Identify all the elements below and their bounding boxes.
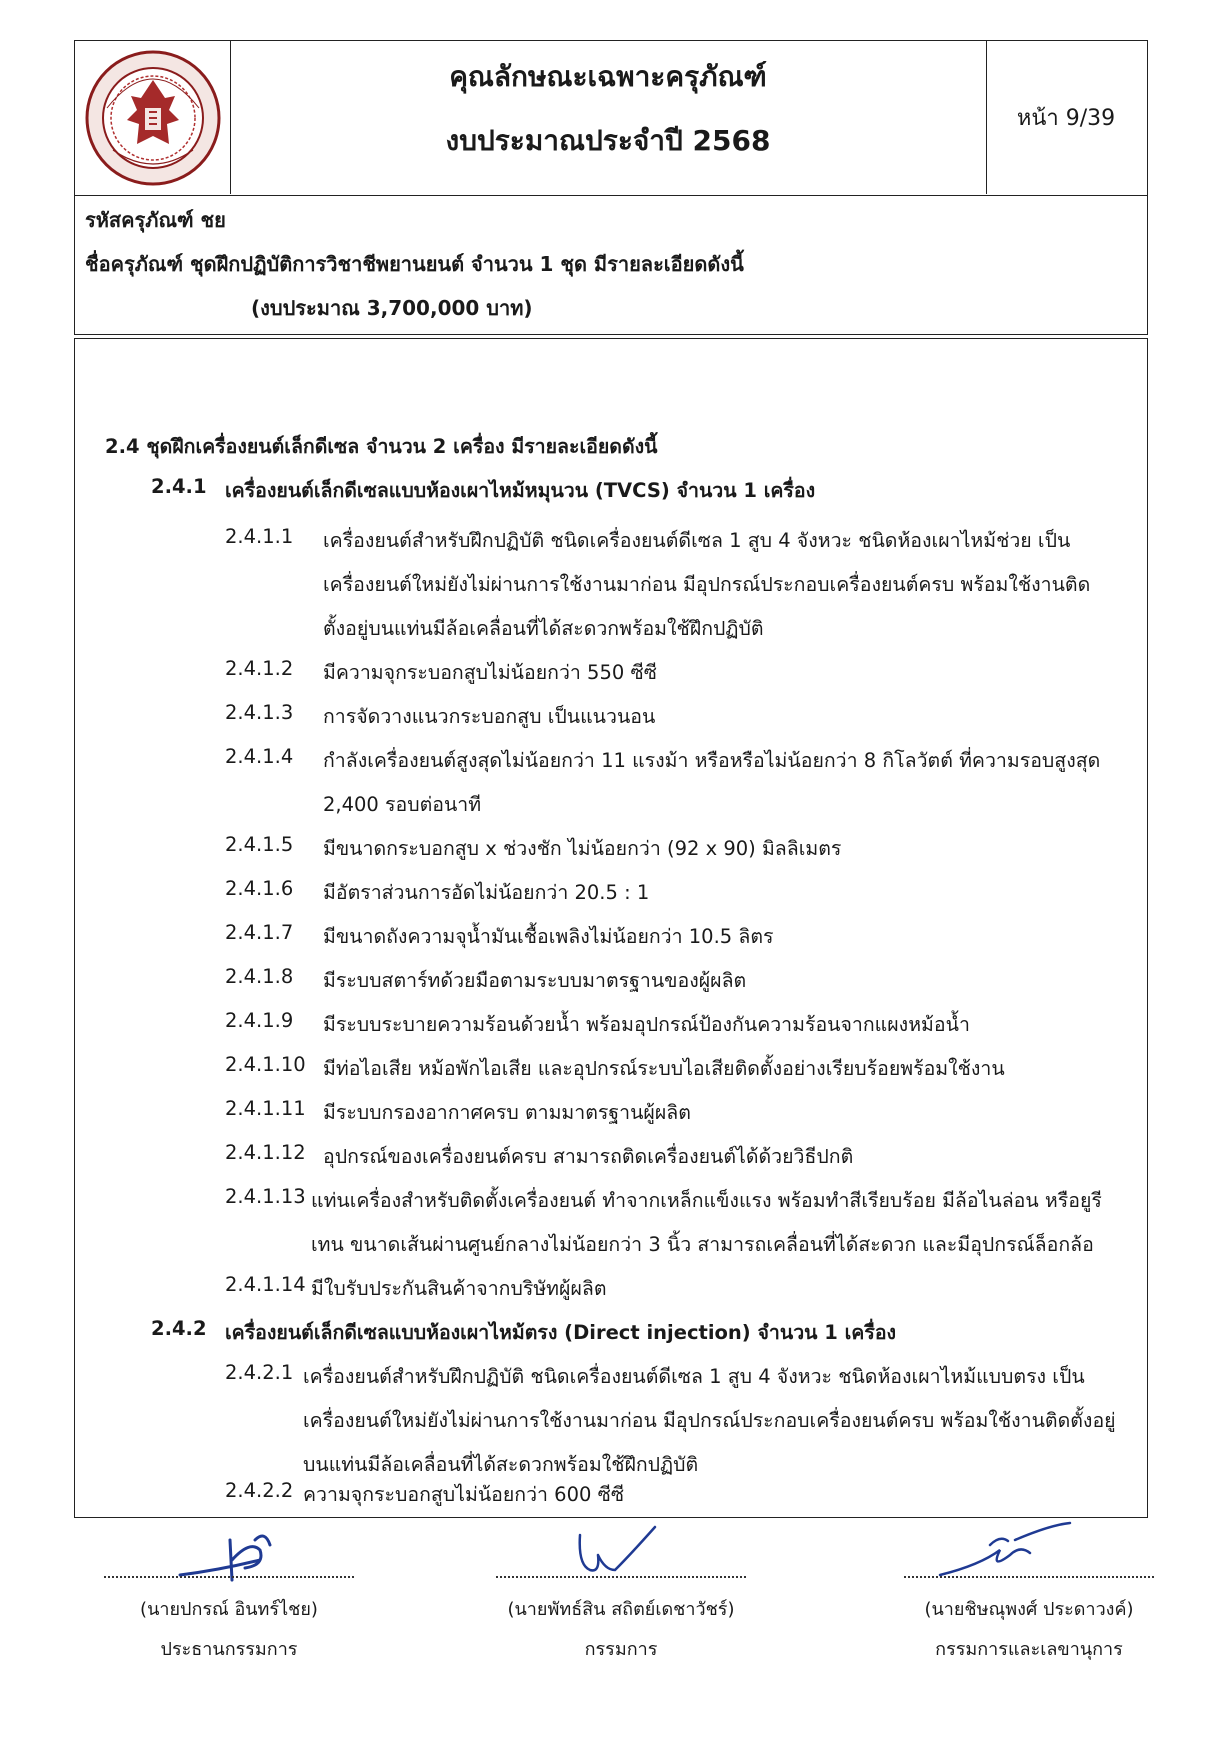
item-number: 2.4.1.4 bbox=[225, 745, 294, 768]
header-table bbox=[74, 40, 1148, 196]
signatory-1-name: (นายปกรณ์ อินทร์ไชย) bbox=[140, 1599, 318, 1620]
item-code: รหัสครุภัณฑ์ ชย bbox=[85, 208, 226, 232]
page-cell bbox=[986, 41, 1146, 194]
budget-year-title: งบประมาณประจำปี 2568 bbox=[445, 124, 771, 157]
item-number: 2.4.1.6 bbox=[225, 877, 294, 900]
item-number: 2.4.1.2 bbox=[225, 657, 294, 680]
signatory-2-name: (นายพัทธ์สิน สถิตย์เดชาวัชร์) bbox=[507, 1599, 735, 1620]
signatory-2-role: กรรมการ bbox=[584, 1639, 658, 1660]
section-2-4-1-number: 2.4.1 bbox=[151, 475, 207, 498]
item-text: อุปกรณ์ของเครื่องยนต์ครบ สามารถติดเครื่องยนต์ได้ด้วยวิธีปกติ bbox=[323, 1145, 854, 1168]
item-text: บนแท่นมีล้อเคลื่อนที่ได้สะดวกพร้อมใช้ฝึกปฏิบัติ bbox=[303, 1453, 699, 1476]
item-number: 2.4.1.1 bbox=[225, 525, 294, 548]
item-number: 2.4.2.1 bbox=[225, 1361, 294, 1384]
signature-3-handwriting bbox=[920, 1515, 1080, 1590]
item-number: 2.4.1.3 bbox=[225, 701, 294, 724]
signatory-3-name: (นายชิษณุพงศ์ ประดาวงค์) bbox=[924, 1599, 1134, 1620]
item-text: มีท่อไอเสีย หม้อพักไอเสีย และอุปกรณ์ระบบไอเสียติดตั้งอย่างเรียบร้อยพร้อมใช้งาน bbox=[323, 1057, 1005, 1080]
signature-1-handwriting bbox=[170, 1520, 320, 1590]
item-number: 2.4.1.8 bbox=[225, 965, 294, 988]
item-number: 2.4.1.11 bbox=[225, 1097, 306, 1120]
vec-emblem-logo bbox=[83, 48, 223, 188]
item-text: เครื่องยนต์สำหรับฝึกปฏิบัติ ชนิดเครื่องยนต์ดีเซล 1 สูบ 4 จังหวะ ชนิดห้องเผาไหม้ช่วย เป็น bbox=[323, 529, 1071, 552]
section-2-4-2-heading: เครื่องยนต์เล็กดีเซลแบบห้องเผาไหม้ตรง (Direct injection) จำนวน 1 เครื่อง bbox=[225, 1321, 897, 1344]
title-cell bbox=[230, 41, 987, 194]
item-name: ชื่อครุภัณฑ์ ชุดฝึกปฏิบัติการวิชาชีพยานยนต์ จำนวน 1 ชุด มีรายละเอียดดังนี้ bbox=[85, 252, 744, 276]
item-number: 2.4.1.7 bbox=[225, 921, 294, 944]
section-2-4-heading: 2.4 ชุดฝึกเครื่องยนต์เล็กดีเซล จำนวน 2 เครื่อง มีรายละเอียดดังนี้ bbox=[105, 435, 658, 458]
item-info-box bbox=[74, 195, 1148, 335]
signatory-3-role: กรรมการและเลขานุการ bbox=[935, 1639, 1123, 1660]
item-text: เทน ขนาดเส้นผ่านศูนย์กลางไม่น้อยกว่า 3 นิ้ว สามารถเคลื่อนที่ได้สะดวก และมีอุปกรณ์ล็อกล้อ bbox=[311, 1233, 1094, 1256]
item-number: 2.4.1.13 bbox=[225, 1185, 306, 1208]
item-budget: (งบประมาณ 3,700,000 บาท) bbox=[251, 296, 533, 320]
item-number: 2.4.1.9 bbox=[225, 1009, 294, 1032]
item-text: มีระบบกรองอากาศครบ ตามมาตรฐานผู้ผลิต bbox=[323, 1101, 691, 1124]
item-text: มีระบบสตาร์ทด้วยมือตามระบบมาตรฐานของผู้ผลิต bbox=[323, 969, 747, 992]
signature-2-handwriting bbox=[560, 1515, 670, 1585]
item-number: 2.4.1.14 bbox=[225, 1273, 306, 1296]
signature-line bbox=[496, 1576, 746, 1578]
item-text: กำลังเครื่องยนต์สูงสุดไม่น้อยกว่า 11 แรงม้า หรือหรือไม่น้อยกว่า 8 กิโลวัตต์ ที่ความรอบสูงสุด bbox=[323, 749, 1101, 772]
item-number: 2.4.1.12 bbox=[225, 1141, 306, 1164]
item-text: มีใบรับประกันสินค้าจากบริษัทผู้ผลิต bbox=[311, 1277, 607, 1300]
item-number: 2.4.2.2 bbox=[225, 1479, 294, 1502]
item-text: มีขนาดกระบอกสูบ x ช่วงชัก ไม่น้อยกว่า (92 x 90) มิลลิเมตร bbox=[323, 837, 842, 860]
page-number: หน้า 9/39 bbox=[1016, 106, 1116, 131]
item-text: ความจุกระบอกสูบไม่น้อยกว่า 600 ซีซี bbox=[303, 1483, 625, 1506]
signature-line bbox=[904, 1576, 1154, 1578]
document-title: คุณลักษณะเฉพาะครุภัณฑ์ bbox=[449, 60, 767, 93]
item-text: เครื่องยนต์ใหม่ยังไม่ผ่านการใช้งานมาก่อน มีอุปกรณ์ประกอบเครื่องยนต์ครบ พร้อมใช้งานติด bbox=[323, 573, 1091, 596]
item-text: มีระบบระบายความร้อนด้วยน้ำ พร้อมอุปกรณ์ป้องกันความร้อนจากแผงหม้อน้ำ bbox=[323, 1013, 970, 1036]
item-text: เครื่องยนต์สำหรับฝึกปฏิบัติ ชนิดเครื่องยนต์ดีเซล 1 สูบ 4 จังหวะ ชนิดห้องเผาไหม้แบบตรง เป็น bbox=[303, 1365, 1085, 1388]
section-2-4-1-heading: เครื่องยนต์เล็กดีเซลแบบห้องเผาไหม้หมุนวน (TVCS) จำนวน 1 เครื่อง bbox=[225, 479, 816, 502]
item-number: 2.4.1.10 bbox=[225, 1053, 306, 1076]
item-text: ตั้งอยู่บนแท่นมีล้อเคลื่อนที่ได้สะดวกพร้อมใช้ฝึกปฏิบัติ bbox=[323, 617, 764, 640]
section-2-4-2-number: 2.4.2 bbox=[151, 1317, 207, 1340]
item-text: 2,400 รอบต่อนาที bbox=[323, 793, 482, 816]
signature-line bbox=[104, 1576, 354, 1578]
item-number: 2.4.1.5 bbox=[225, 833, 294, 856]
specification-content bbox=[74, 338, 1148, 1518]
item-text: เครื่องยนต์ใหม่ยังไม่ผ่านการใช้งานมาก่อน มีอุปกรณ์ประกอบเครื่องยนต์ครบ พร้อมใช้งานติดตั้งอยู่ bbox=[303, 1409, 1116, 1432]
item-text: มีความจุกระบอกสูบไม่น้อยกว่า 550 ซีซี bbox=[323, 661, 657, 684]
logo-cell bbox=[75, 41, 231, 194]
item-text: แท่นเครื่องสำหรับติดตั้งเครื่องยนต์ ทำจากเหล็กแข็งแรง พร้อมทำสีเรียบร้อย มีล้อไนล่อน หรือยูรี bbox=[311, 1189, 1102, 1212]
item-text: การจัดวางแนวกระบอกสูบ เป็นแนวนอน bbox=[323, 705, 656, 728]
item-text: มีขนาดถังความจุน้ำมันเชื้อเพลิงไม่น้อยกว่า 10.5 ลิตร bbox=[323, 925, 774, 948]
signatory-1-role: ประธานกรรมการ bbox=[160, 1639, 298, 1660]
item-text: มีอัตราส่วนการอัดไม่น้อยกว่า 20.5 : 1 bbox=[323, 881, 650, 904]
